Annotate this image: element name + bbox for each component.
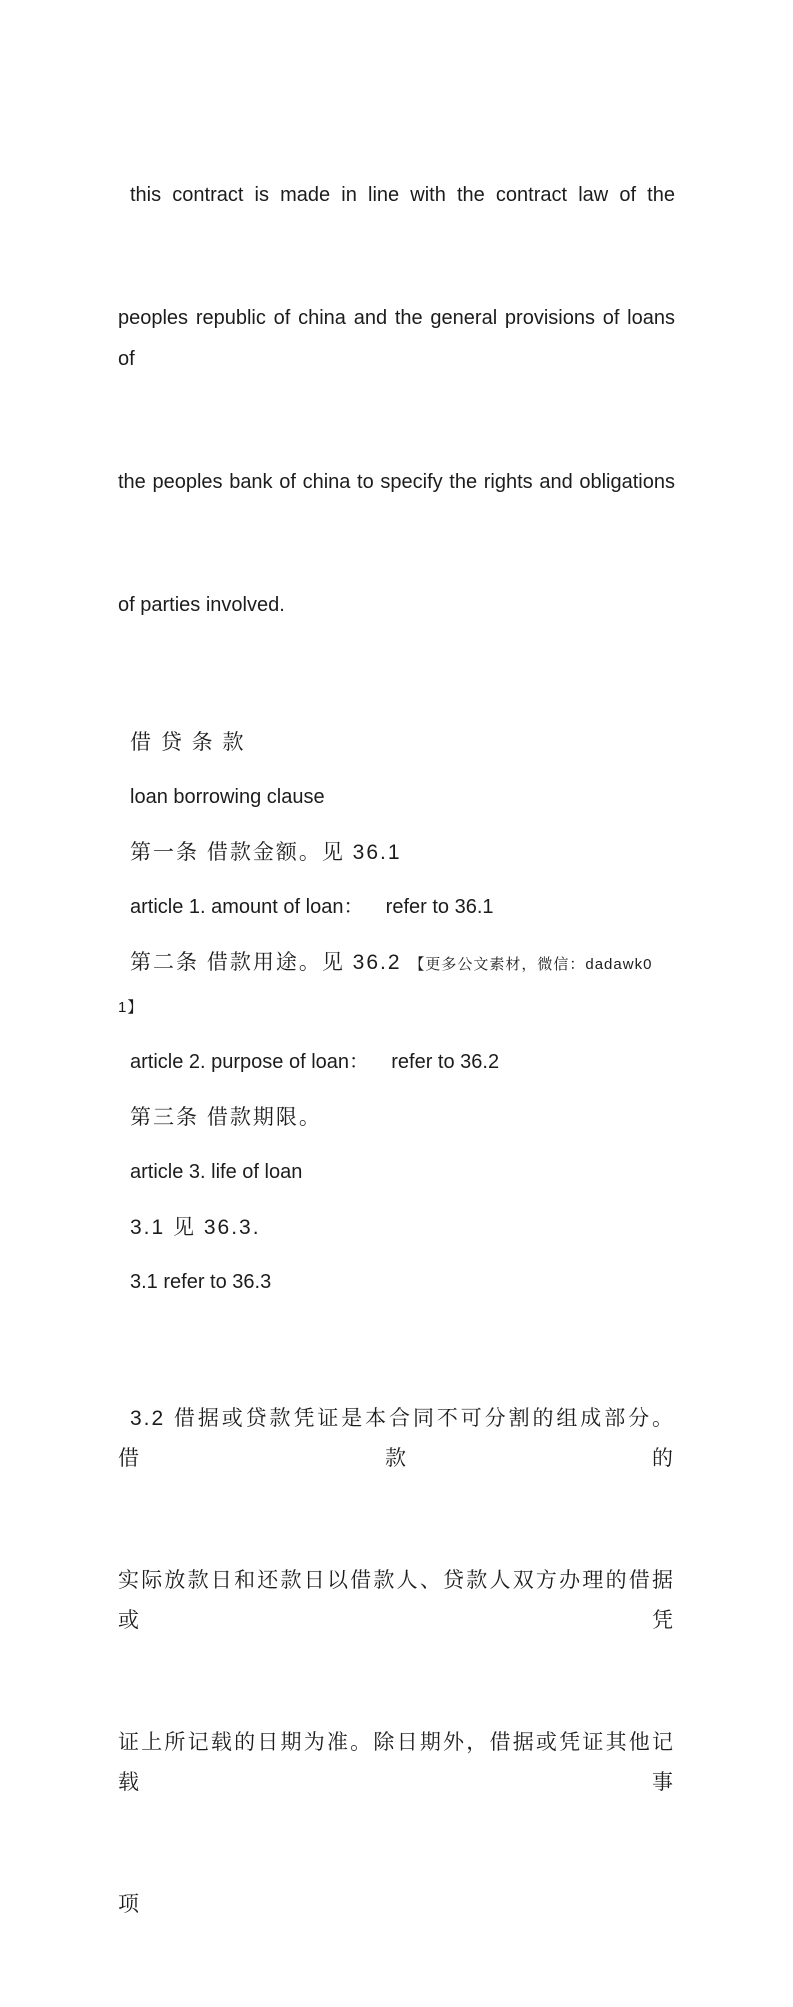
clause-3-2-paragraph [118,1317,675,2007]
clause-title-zh: 借 贷 条 款 [130,731,246,754]
article-3-heading-en: article 3. life of loan [130,1161,303,1183]
intro-paragraph [118,93,681,708]
text-line: 项 [118,1893,141,1916]
article-1-heading-en: article 1. amount of loan： refer to 36.1 [130,896,494,918]
clause-3-1-zh: 3.1 见 36.3. [130,1216,261,1239]
article-1-heading-zh: 第一条 借款金额。见 36.1 [130,841,402,864]
text-line: this contract is made in line with the contract law of the [130,184,675,206]
text-line: the peoples bank of china to specify the rights and obligations [118,471,675,493]
article-2-heading-zh [118,942,675,1028]
text-line: 实际放款日和还款日以借款人、贷款人双方办理的借据或凭 [118,1569,675,1632]
text-line: 证上所记载的日期为准。除日期外，借据或凭证其他记载事 [118,1731,675,1794]
clause-title-en: loan borrowing clause [130,786,325,808]
text-line: of parties involved. [118,594,285,616]
article-3-heading-zh: 第三条 借款期限。 [130,1106,322,1129]
article-2-heading-en: article 2. purpose of loan： refer to 36.2 [130,1051,500,1073]
article-2-text: 第二条 借款用途。见 36.2 [130,951,410,974]
text-line: 3.2 借据或贷款凭证是本合同不可分割的组成部分。借款的 [118,1407,675,1470]
clause-3-1-en: 3.1 refer to 36.3 [130,1271,272,1293]
watermark-note: 【更多公文素材，微信：dadawk0 1】 [118,956,658,1016]
text-line: peoples republic of china and the general provisions of loans of [118,307,681,370]
